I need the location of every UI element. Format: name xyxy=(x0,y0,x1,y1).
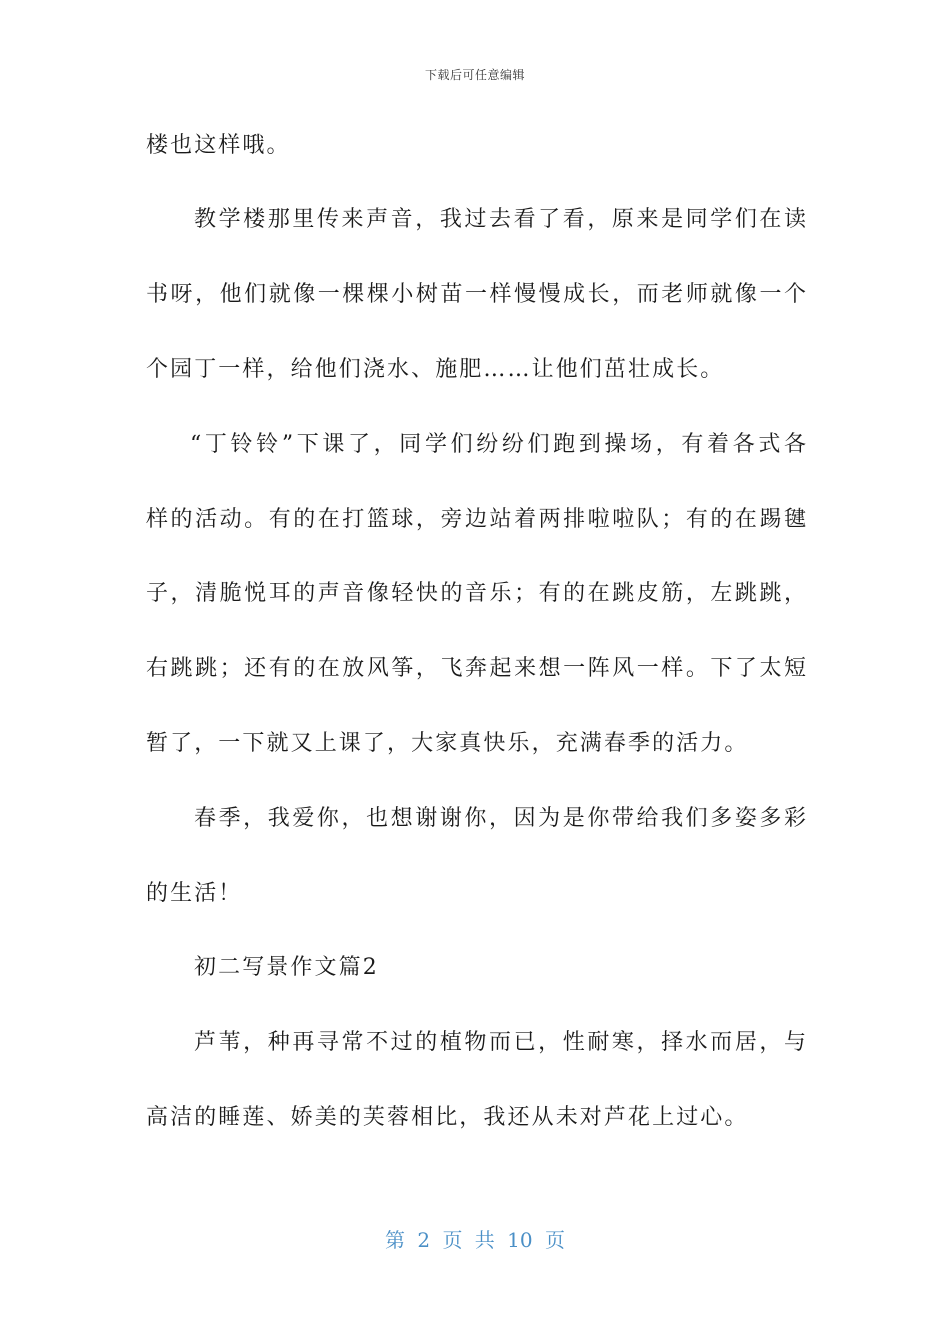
text-line: 楼也这样哦。 xyxy=(146,133,291,158)
text-line: 暂了，一下就又上课了，大家真快乐，充满春季的活力。 xyxy=(146,731,749,756)
text-line: 个园丁一样，给他们浇水、施肥……让他们茁壮成长。 xyxy=(146,357,725,382)
text-line: 右跳跳；还有的在放风筝，飞奔起来想一阵风一样。下了太短 xyxy=(146,656,806,681)
text-line: 书呀，他们就像一棵棵小树苗一样慢慢成长，而老师就像一个 xyxy=(146,282,806,307)
text-line: 的生活！ xyxy=(146,881,243,906)
text-line: 春季，我爱你，也想谢谢你，因为是你带给我们多姿多彩 xyxy=(194,806,806,831)
header-note: 下载后可任意编辑 xyxy=(424,68,525,82)
text-line: 样的活动。有的在打篮球，旁边站着两排啦啦队；有的在踢毽 xyxy=(146,507,806,532)
text-line: 芦苇，种再寻常不过的植物而已，性耐寒，择水而居，与 xyxy=(194,1030,806,1055)
section-heading: 初二写景作文篇2 xyxy=(194,955,379,980)
text-line: 子，清脆悦耳的声音像轻快的音乐；有的在跳皮筋，左跳跳， xyxy=(146,581,806,606)
text-line: 高洁的睡莲、娇美的芙蓉相比，我还从未对芦花上过心。 xyxy=(146,1105,749,1130)
text-line: 教学楼那里传来声音，我过去看了看，原来是同学们在读 xyxy=(194,207,806,232)
page-number: 第 2 页 共 10 页 xyxy=(385,1228,565,1252)
text-line: “丁铃铃”下课了，同学们纷纷们跑到操场，有着各式各 xyxy=(190,432,806,457)
